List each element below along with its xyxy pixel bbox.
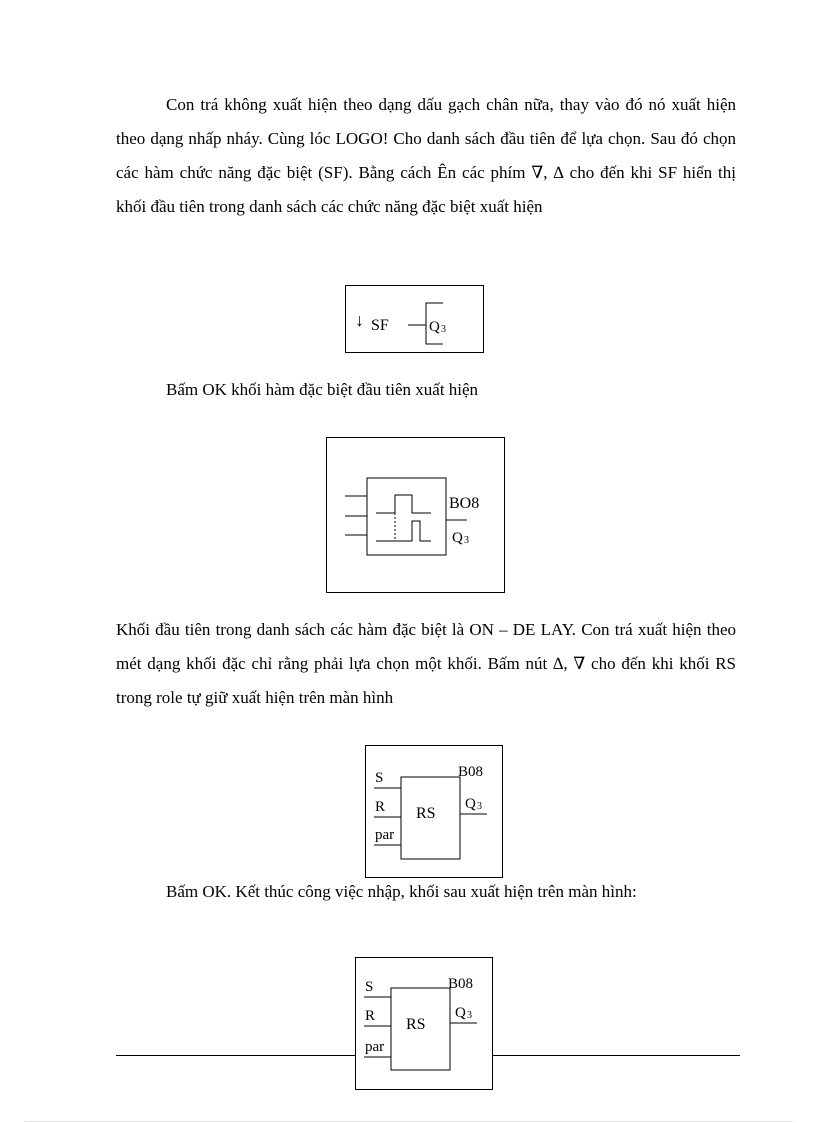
sf-selection-diagram bbox=[345, 285, 484, 353]
down-arrow-icon: ↓ bbox=[355, 310, 364, 330]
input-par-label: par bbox=[375, 827, 395, 843]
rs-block-diagram bbox=[365, 745, 503, 878]
footer-rule-right bbox=[493, 1055, 740, 1056]
block-number-label: B08 bbox=[448, 976, 474, 992]
output-q-label: Q bbox=[455, 1005, 466, 1021]
rs-block-final-diagram bbox=[355, 957, 493, 1090]
rs-center-label: RS bbox=[406, 1016, 426, 1033]
page-bottom-edge bbox=[24, 1121, 794, 1122]
output-q-subscript: 3 bbox=[477, 801, 482, 812]
on-delay-block-diagram bbox=[326, 437, 505, 593]
output-q-label: Q bbox=[452, 530, 463, 546]
output-q-subscript: 3 bbox=[464, 535, 469, 546]
paragraph-finish-input: Bấm OK. Kết thúc công việc nhập, khối sau xuất hiện trên màn hình: bbox=[166, 882, 637, 901]
input-par-label: par bbox=[365, 1039, 385, 1055]
block-number-label: B08 bbox=[458, 764, 484, 780]
paragraph-press-ok-first: Bấm OK khối hàm đặc biệt đầu tiên xuất hiện bbox=[166, 380, 479, 399]
paragraph-cursor-flashing: Con trá không xuất hiện theo dạng dấu gạch chân nữa, thay vào đó nó xuất hiện theo dạng nhấp nháy. Cùng lóc LOGO! Cho danh sách đầu tiên để lựa chọn. Sau đó chọn các hàm chức năng đặc biệt (SF). Bằng cách Ên các phím ∇, ∆ cho đến khi SF hiển thị khối đầu tiên trong danh sách các chức năng đặc biệt xuất hiện bbox=[116, 95, 736, 216]
output-q-subscript: 3 bbox=[441, 324, 446, 335]
input-s-label: S bbox=[365, 979, 374, 995]
output-q-label: Q bbox=[429, 319, 440, 335]
paragraph-on-delay: Khối đầu tiên trong danh sách các hàm đặc biệt là ON – DE LAY. Con trá xuất hiện theo mét dạng khối đặc chỉ rằng phải lựa chọn một khối. Bấm nút ∆, ∇ cho đến khi khối RS trong role tự giữ xuất hiện trên màn hình bbox=[116, 620, 736, 707]
input-r-label: R bbox=[375, 799, 386, 815]
input-r-label: R bbox=[365, 1008, 376, 1024]
output-q-label: Q bbox=[465, 796, 476, 812]
block-number-label: BO8 bbox=[449, 495, 480, 512]
input-s-label: S bbox=[375, 770, 384, 786]
footer-rule-left bbox=[116, 1055, 356, 1056]
output-q-subscript: 3 bbox=[467, 1010, 472, 1021]
sf-label: SF bbox=[371, 317, 389, 334]
rs-center-label: RS bbox=[416, 805, 436, 822]
